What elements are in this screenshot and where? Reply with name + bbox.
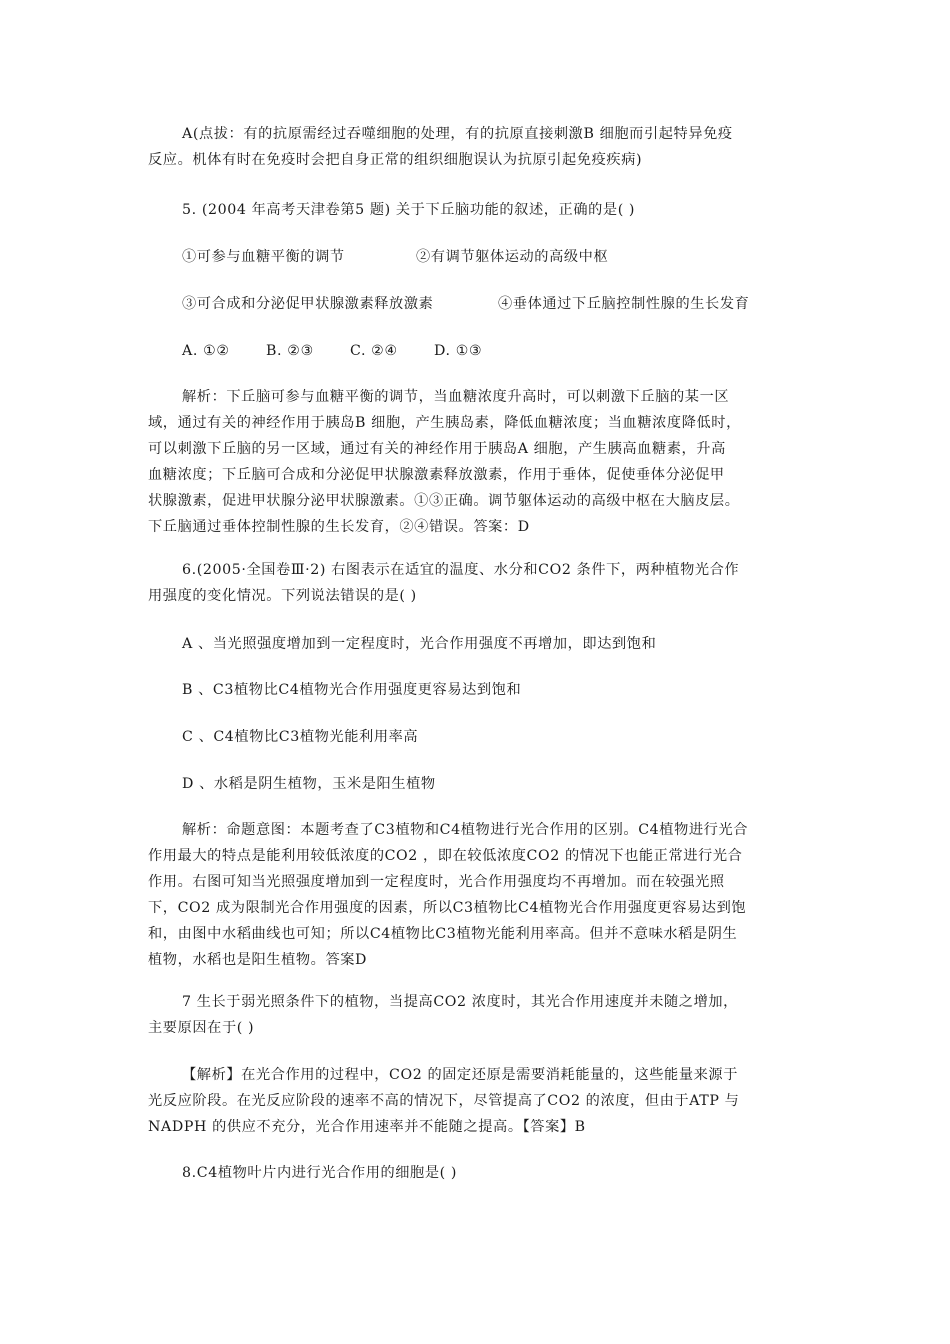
- q6-analysis: [148, 817, 808, 973]
- text-line: 作用最大的特点是能利用较低浓度的CO2 ，即在较低浓度CO2 的情况下也能正常进行光合: [148, 848, 743, 864]
- text-line: 解析：命题意图：本题考查了C3植物和C4植物进行光合作用的区别。C4植物进行光合: [182, 822, 749, 838]
- q5-item-3: ③可合成和分泌促甲状腺激素释放激素: [182, 296, 434, 312]
- text-line: 解析：下丘脑可参与血糖平衡的调节，当血糖浓度升高时，可以刺激下丘脑的某一区: [182, 389, 730, 405]
- text-line: 可以刺激下丘脑的另一区域，通过有关的神经作用于胰岛A 细胞，产生胰高血糖素，升高: [148, 441, 726, 457]
- text-line: A(点拔：有的抗原需经过吞噬细胞的处理，有的抗原直接刺激B 细胞而引起特异免疫: [182, 126, 733, 142]
- text-line: 状腺激素，促进甲状腺分泌甲状腺激素。①③正确。调节躯体运动的高级中枢在大脑皮层。: [148, 493, 740, 509]
- q5-item-2: ②有调节躯体运动的高级中枢: [416, 249, 609, 265]
- text-line: 血糖浓度；下丘脑可合成和分泌促甲状腺激素释放激素，作用于垂体，促使垂体分泌促甲: [148, 467, 725, 483]
- text-line: 主要原因在于( ): [148, 1020, 255, 1036]
- question-5-stem: 5. (2004 年高考天津卷第5 题) 关于下丘脑功能的叙述，正确的是( ): [182, 202, 636, 218]
- q5-option-c: C. ②④: [350, 343, 398, 359]
- q5-item-1: ①可参与血糖平衡的调节: [182, 249, 345, 265]
- text-line: 下，CO2 成为限制光合作用强度的因素，所以C3植物比C4植物光合作用强度更容易达到饱: [148, 900, 747, 916]
- text-line: 反应。机体有时在免疫时会把自身正常的组织细胞误认为抗原引起免疫疾病): [148, 152, 643, 168]
- q6-option-d: D 、水稻是阴生植物，玉米是阳生植物: [182, 776, 436, 792]
- text-line: 域，通过有关的神经作用于胰岛B 细胞，产生胰岛素，降低血糖浓度；当血糖浓度降低时，: [148, 415, 741, 431]
- text-line: 下丘脑通过垂体控制性腺的生长发育，②④错误。答案：D: [148, 519, 530, 535]
- question-8-stem: 8.C4植物叶片内进行光合作用的细胞是( ): [182, 1165, 458, 1181]
- text-line: 植物，水稻也是阳生植物。答案D: [148, 952, 368, 968]
- text-line: 光反应阶段。在光反应阶段的速率不高的情况下，尽管提高了CO2 的浓度，但由于ATP 与: [148, 1093, 740, 1109]
- q6-option-c: C 、C4植物比C3植物光能利用率高: [182, 729, 419, 745]
- q5-option-d: D. ①③: [434, 343, 483, 359]
- q5-analysis: [148, 384, 808, 540]
- text-line: NADPH 的供应不充分，光合作用速率并不能随之提高。【答案】B: [148, 1119, 586, 1135]
- question-6-stem: [148, 557, 808, 609]
- q7-analysis: [148, 1062, 808, 1140]
- q6-option-a: A 、当光照强度增加到一定程度时，光合作用强度不再增加，即达到饱和: [182, 636, 657, 652]
- q6-option-b: B 、C3植物比C4植物光合作用强度更容易达到饱和: [182, 682, 522, 698]
- q5-option-a: A. ①②: [182, 343, 230, 359]
- q5-option-b: B. ②③: [266, 343, 314, 359]
- text-line: 7 生长于弱光照条件下的植物，当提高CO2 浓度时，其光合作用速度并未随之增加，: [182, 994, 738, 1010]
- q5-item-4: ④垂体通过下丘脑控制性腺的生长发育: [498, 296, 750, 312]
- text-line: 用强度的变化情况。下列说法错误的是( ): [148, 588, 417, 604]
- question-7-stem: [148, 989, 808, 1041]
- q4-answer-paragraph: [148, 121, 808, 173]
- text-line: 作用。右图可知当光照强度增加到一定程度时，光合作用强度均不再增加。而在较强光照: [148, 874, 725, 890]
- text-line: 6.(2005·全国卷Ⅲ·2) 右图表示在适宜的温度、水分和CO2 条件下，两种植物光合作: [182, 562, 740, 578]
- text-line: 和，由图中水稻曲线也可知；所以C4植物比C3植物光能利用率高。但并不意味水稻是阴生: [148, 926, 738, 942]
- text-line: 【解析】在光合作用的过程中，CO2 的固定还原是需要消耗能量的，这些能量来源于: [182, 1067, 738, 1083]
